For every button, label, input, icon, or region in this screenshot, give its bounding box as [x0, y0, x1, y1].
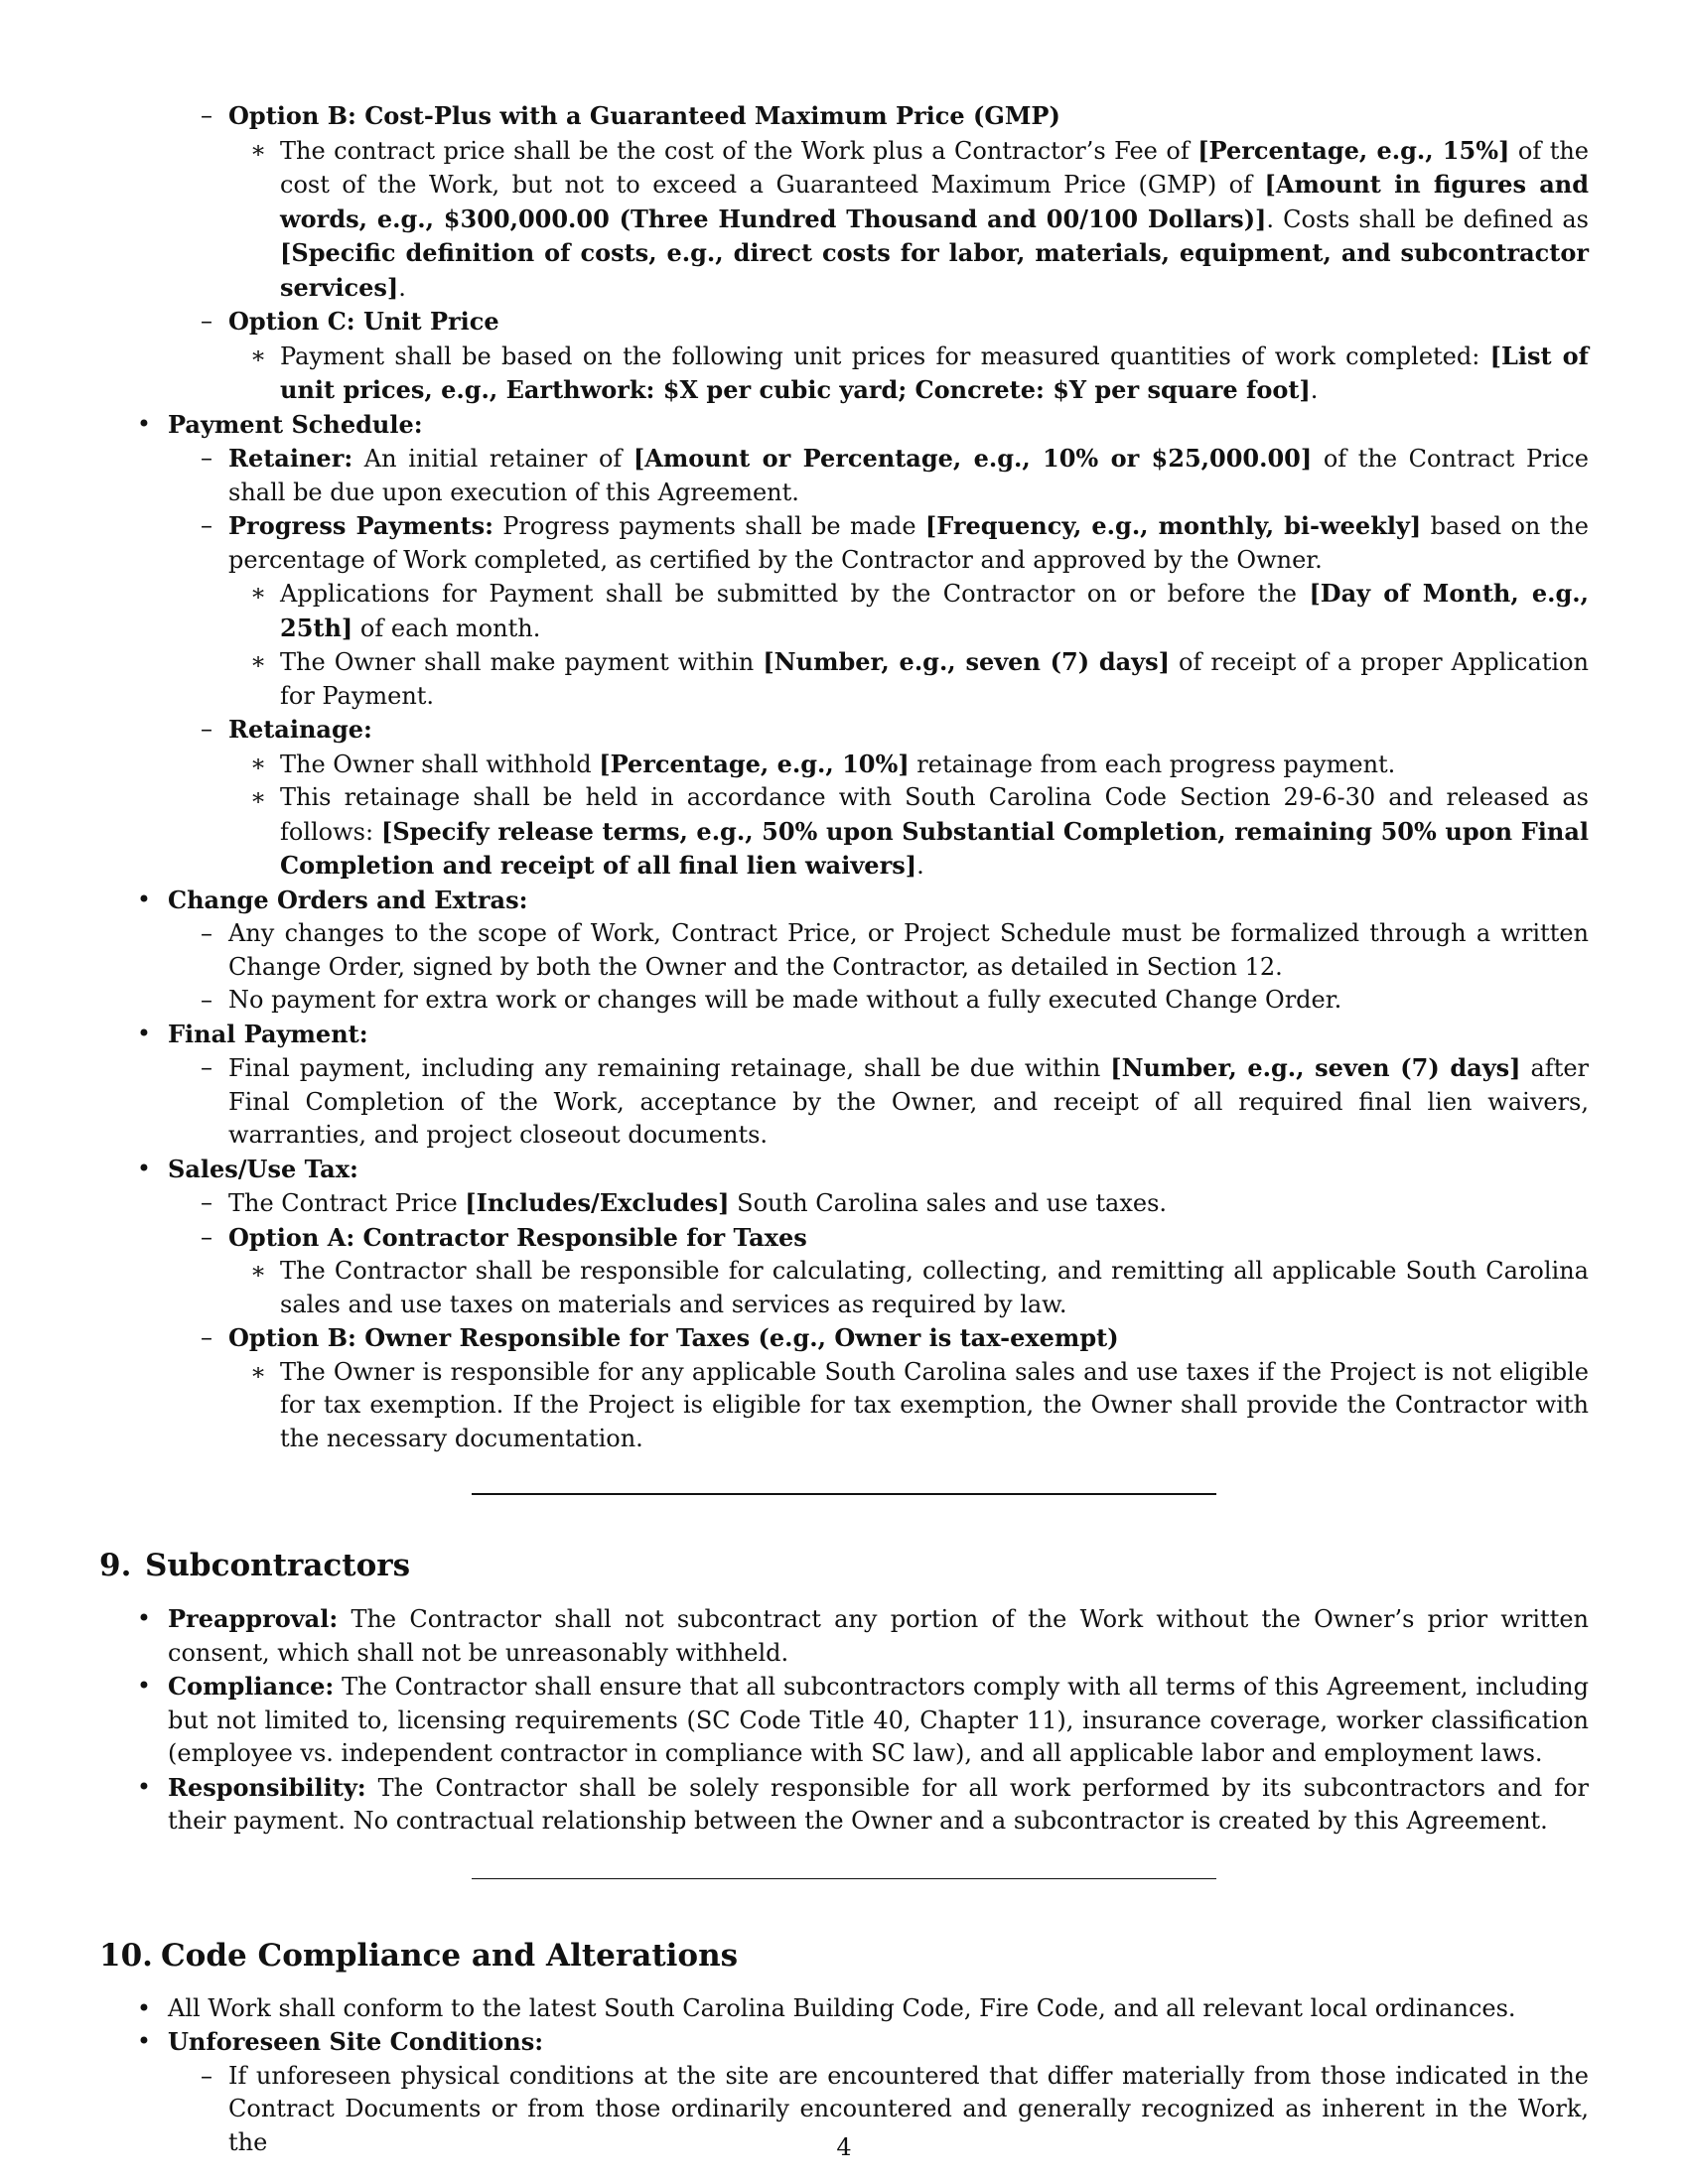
- text-run: based on the percentage of Work completed, as certified by the Contractor and approved by the Owner.: [228, 512, 1590, 574]
- sales-tax-price: [99, 1186, 1589, 1221]
- list-item: [99, 1771, 1589, 1839]
- star-marker: ∗: [249, 783, 267, 811]
- section-9-heading: [99, 1547, 1589, 1584]
- dash-marker: –: [201, 1053, 212, 1081]
- bullet-marker: •: [136, 1604, 152, 1632]
- list-item: [99, 1670, 1589, 1771]
- text-run: Progress payments shall be made: [492, 512, 925, 540]
- option-c-label: Option C: Unit Price: [228, 307, 499, 336]
- text-run: of the cost of the Work, but not to exceed a Guaranteed Maximum Price (GMP) of: [280, 136, 1589, 199]
- text-run: Any changes to the scope of Work, Contract Price, or Project Schedule must be formalized through a written Change Order, signed by both the Owner and the Contractor, as detailed in Section 12.: [228, 919, 1589, 981]
- text-run: of the Contract Price shall be due upon execution of this Agreement.: [228, 445, 1589, 506]
- placeholder-release-terms: [Specify release terms, e.g., 50% upon Substantial Completion, remaining 50% upon Final Completion and receipt of all final lien waivers]: [280, 816, 1589, 880]
- progress-payments-item: [99, 509, 1589, 577]
- bullet-marker: •: [136, 1993, 152, 2022]
- text-run: .: [916, 852, 924, 880]
- text-run: The Contractor shall not subcontract any portion of the Work without the Owner’s prior written consent, which shall not be unreasonably withheld.: [168, 1605, 1589, 1667]
- dash-marker: –: [201, 511, 212, 539]
- text-run: The Owner shall withhold: [280, 750, 600, 778]
- text-run: The Contractor shall be responsible for calculating, collecting, and remitting all applicable South Carolina sales and use taxes on materials and services as required by law.: [280, 1257, 1589, 1318]
- star-marker: ∗: [249, 341, 267, 369]
- retainer-item: [99, 442, 1589, 509]
- bullet-marker: •: [136, 1154, 152, 1182]
- placeholder-retainage-percentage: [Percentage, e.g., 10%]: [599, 749, 910, 778]
- progress-payments-label: Progress Payments:: [228, 511, 493, 540]
- bullet-marker: •: [136, 1019, 152, 1047]
- option-c-text: [99, 340, 1589, 408]
- text-run: The contract price shall be the cost of the Work plus a Contractor’s Fee of: [280, 136, 1198, 165]
- bullet-marker: •: [136, 1772, 152, 1801]
- placeholder-includes-excludes: [Includes/Excludes]: [465, 1188, 730, 1217]
- placeholder-retainer-amount: [Amount or Percentage, e.g., 10% or $25,000.00]: [633, 444, 1313, 473]
- dash-marker: –: [201, 715, 212, 743]
- retainage-withhold: [99, 748, 1589, 782]
- retainer-label: Retainer:: [228, 444, 353, 473]
- text-run: All Work shall conform to the latest South Carolina Building Code, Fire Code, and all relevant local ordinances.: [168, 1993, 1516, 2022]
- text-run: after Final Completion of the Work, acceptance by the Owner, and receipt of all required final lien waivers, warranties, and project closeout documents.: [228, 1054, 1590, 1149]
- bullet-marker: •: [136, 1672, 152, 1700]
- text-run: Final payment, including any remaining retainage, shall be due within: [228, 1054, 1111, 1082]
- item-label: Preapproval:: [168, 1604, 339, 1633]
- owner-payment-timing: [99, 645, 1589, 713]
- sales-tax-heading: [99, 1153, 1589, 1187]
- payment-schedule-heading: [99, 408, 1589, 443]
- page-number: 4: [836, 2133, 852, 2161]
- dash-marker: –: [201, 1222, 212, 1251]
- text-run: The Contract Price: [228, 1189, 466, 1217]
- item-label: Responsibility:: [168, 1772, 366, 1802]
- list-item: [99, 1602, 1589, 1670]
- placeholder-unit-prices: [List of unit prices, e.g., Earthwork: $X per cubic yard; Concrete: $Y per square foot]: [280, 341, 1589, 404]
- star-marker: ∗: [249, 1257, 267, 1285]
- change-orders-item: [99, 984, 1589, 1018]
- dash-marker: –: [201, 1188, 212, 1216]
- text-run: of each month.: [352, 614, 541, 642]
- final-payment-heading: [99, 1018, 1589, 1052]
- dash-marker: –: [201, 101, 212, 129]
- sales-tax-label: Sales/Use Tax:: [168, 1154, 358, 1183]
- final-payment-label: Final Payment:: [168, 1019, 368, 1048]
- text-run: of receipt of a proper Application for Payment.: [280, 648, 1589, 710]
- dash-marker: –: [201, 2061, 212, 2090]
- placeholder-frequency: [Frequency, e.g., monthly, bi-weekly]: [924, 511, 1422, 540]
- placeholder-day-of-month: [Day of Month, e.g., 25th]: [280, 579, 1589, 642]
- bullet-marker: •: [136, 2027, 152, 2055]
- bullet-marker: •: [136, 885, 152, 913]
- dash-marker: –: [201, 444, 212, 472]
- text-run: Applications for Payment shall be submitted by the Contractor on or before the: [280, 580, 1310, 608]
- option-b-label: Option B: Cost-Plus with a Guaranteed Maximum Price (GMP): [228, 101, 1060, 130]
- tax-option-a-text: [99, 1255, 1589, 1321]
- placeholder-cost-definition: [Specific definition of costs, e.g., direct costs for labor, materials, equipment, and subcontractor services]: [280, 238, 1589, 302]
- item-label: Compliance:: [168, 1672, 335, 1701]
- dash-marker: –: [201, 919, 212, 947]
- tax-option-a: [99, 1221, 1589, 1256]
- section-divider: [472, 1878, 1216, 1879]
- text-run: This retainage shall be held in accordance with South Carolina Code Section 29-6-30 and released as follows:: [280, 783, 1589, 846]
- text-run: . Costs shall be defined as: [1266, 205, 1589, 233]
- option-b-gmp: [99, 99, 1589, 134]
- tax-option-b-text: [99, 1356, 1589, 1456]
- change-orders-heading: [99, 884, 1589, 918]
- unforeseen-conditions-heading: [99, 2025, 1589, 2060]
- change-orders-label: Change Orders and Extras:: [168, 885, 528, 914]
- list-item: [99, 1992, 1589, 2026]
- text-run: The Contractor shall ensure that all subcontractors comply with all terms of this Agreement, including but not limited to, licensing requirements (SC Code Title 40, Chapter 11), insurance coverage, worker classification (employee vs. independent contractor in compliance with SC law), and all applicable labor and employment laws.: [168, 1673, 1589, 1767]
- text-run: Payment shall be based on the following unit prices for measured quantities of work completed:: [280, 341, 1490, 370]
- star-marker: ∗: [249, 135, 267, 164]
- text-run: The Owner shall make payment within: [280, 648, 764, 676]
- section-10-heading: [99, 1937, 1589, 1975]
- star-marker: ∗: [249, 579, 267, 607]
- section-title: Code Compliance and Alterations: [161, 1937, 739, 1974]
- retainage-release: [99, 781, 1589, 884]
- text-run: The Contractor shall be solely responsible for all work performed by its subcontractors and for their payment. No contractual relationship between the Owner and a subcontractor is created by this Agreement.: [168, 1773, 1589, 1835]
- applications-for-payment: [99, 577, 1589, 645]
- star-marker: ∗: [249, 1357, 267, 1386]
- text-run: The Owner is responsible for any applicable South Carolina sales and use taxes if the Project is not eligible for tax exemption. If the Project is eligible for tax exemption, the Owner shall provide the Contractor with the necessary documentation.: [280, 1357, 1589, 1452]
- star-marker: ∗: [249, 749, 267, 777]
- placeholder-fee: [Percentage, e.g., 15%]: [1197, 135, 1510, 165]
- section-number: 10.: [99, 1937, 153, 1974]
- text-run: No payment for extra work or changes will be made without a fully executed Change Order.: [228, 986, 1342, 1014]
- text-run: If unforeseen physical conditions at the site are encountered that differ materially from those indicated in the Contract Documents or from those ordinarily encountered and generally recognized as inherent in the Work, the: [228, 2061, 1589, 2156]
- placeholder-gmp-amount: [Amount in figures and words, e.g., $300,000.00 (Three Hundred Thousand and 00/100 Dollars)]: [280, 170, 1590, 233]
- text-run: .: [1310, 376, 1319, 404]
- option-c-unit-price: [99, 305, 1589, 340]
- tax-option-b: [99, 1321, 1589, 1356]
- tax-option-a-label: Option A: Contractor Responsible for Taxes: [228, 1222, 807, 1252]
- change-orders-item: [99, 917, 1589, 984]
- placeholder-final-days: [Number, e.g., seven (7) days]: [1110, 1053, 1521, 1082]
- section-divider: [472, 1493, 1216, 1495]
- retainage-item: [99, 713, 1589, 748]
- placeholder-days: [Number, e.g., seven (7) days]: [763, 647, 1170, 676]
- dash-marker: –: [201, 1323, 212, 1351]
- dash-marker: –: [201, 307, 212, 335]
- final-payment-item: [99, 1051, 1589, 1153]
- document-body: [99, 99, 1589, 2159]
- retainage-label: Retainage:: [228, 715, 372, 744]
- section-number: 9.: [99, 1548, 132, 1583]
- bullet-marker: •: [136, 409, 152, 438]
- item-label: Unforeseen Site Conditions:: [168, 2027, 544, 2056]
- payment-schedule-label: Payment Schedule:: [168, 409, 423, 439]
- star-marker: ∗: [249, 647, 267, 675]
- text-run: .: [398, 273, 406, 302]
- text-run: South Carolina sales and use taxes.: [729, 1189, 1168, 1217]
- text-run: retainage from each progress payment.: [909, 750, 1396, 778]
- section-title: Subcontractors: [145, 1548, 411, 1583]
- tax-option-b-label: Option B: Owner Responsible for Taxes (e.g., Owner is tax-exempt): [228, 1323, 1119, 1352]
- text-run: An initial retainer of: [352, 445, 633, 473]
- dash-marker: –: [201, 986, 212, 1014]
- option-b-text: [99, 134, 1589, 306]
